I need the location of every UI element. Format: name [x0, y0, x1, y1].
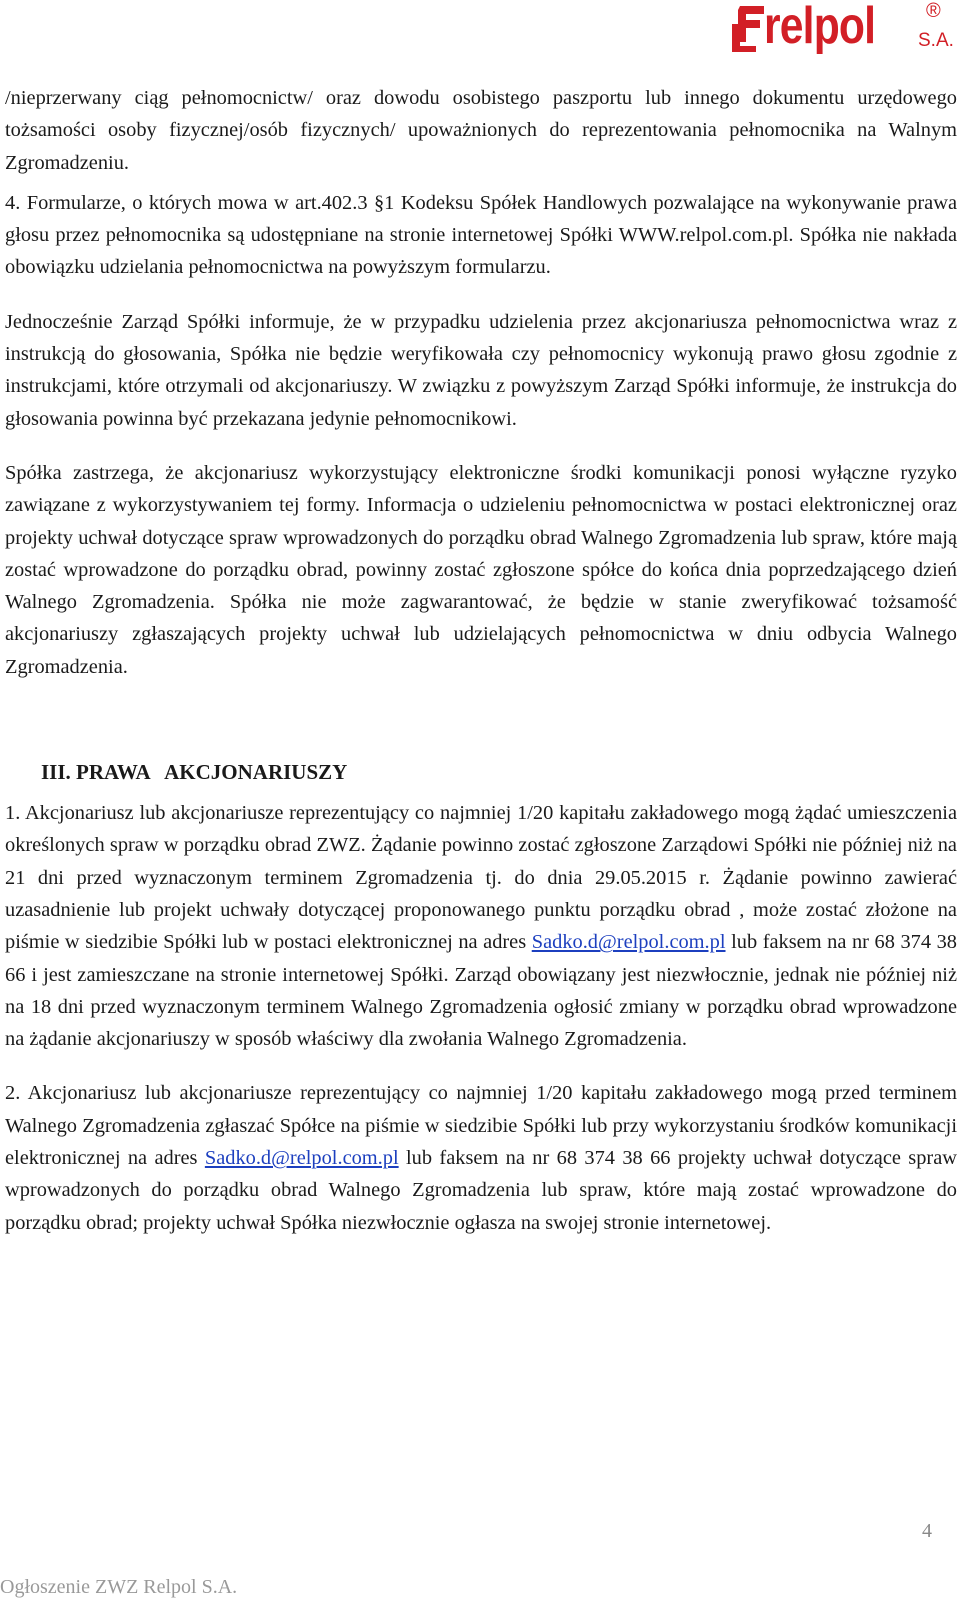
- page-footer: Ogłoszenie ZWZ Relpol S.A.: [0, 1576, 238, 1598]
- page-number: 4: [922, 1520, 932, 1542]
- item-2-text-after: lub faksem na nr 68 374 38 66 projekty uchwał dotyczące spraw wprowadzonych do porządku obrad Walnego Zgromadzenia lub spraw, które mają zostać wprowadzone do porządku obrad; projekty uchwał Spółka niezwłocznie ogłasza na swojej stronie internetowej.: [5, 1147, 957, 1234]
- paragraph-electronic-risk: Spółka zastrzega, że akcjonariusz wykorzystujący elektroniczne środki komunikacji ponosi wyłączne ryzyko zawiązane z wykorzystywaniem tej formy. Informacja o udzieleniu pełnomocnictwa w postaci elektronicznej oraz projekty uchwał dotyczące spraw wprowadzonych do porządku obrad Walnego Zgromadzenia lub spraw, które mają zostać wprowadzone do porządku obrad, powinny zostać zgłoszone spółce do końca dnia poprzedzającego dzień Walnego Zgromadzenia. Spółka nie może zagwarantować, że będzie w stanie zweryfikować tożsamość akcjonariuszy zgłaszających projekty uchwał lub udzielających pełnomocnictwa w dniu odbycia Walnego Zgromadzenia.: [5, 461, 957, 678]
- email-link[interactable]: Sadko.d@relpol.com.pl: [531, 931, 726, 954]
- email-link[interactable]: Sadko.d@relpol.com.pl: [204, 1147, 399, 1170]
- section-heading: III. PRAWA AKCJONARIUSZY: [41, 760, 348, 785]
- logo-registered-mark: ®: [926, 0, 941, 22]
- company-logo: [730, 0, 956, 60]
- logo-brand-text: relpol: [764, 0, 876, 55]
- paragraph-item-2: [5, 1077, 957, 1238]
- document-body: [5, 82, 957, 1239]
- logo-suffix: S.A.: [918, 30, 954, 51]
- item-2-text-before: 2. Akcjonariusz lub akcjonariusze reprezentujący co najmniej 1/20 kapitału zakładowego mogą przed terminem Walnego Zgromadzenia zgłaszać Spółce na piśmie w siedzibie Spółki lub przy wykorzystaniu środków komunikacji elektronicznej na adres: [5, 1082, 957, 1170]
- paragraph-forms: 4. Formularze, o których mowa w art.402.3 §1 Kodeksu Spółek Handlowych pozwalające na wykonywanie prawa głosu przez pełnomocnika są udostępniane na stronie internetowej Spółki WWW.relpol.com.pl. Spółka nie nakłada obowiązku udzielania pełnomocnictwa na powyższym formularzu.: [5, 191, 957, 279]
- item-1-text-before: 1. Akcjonariusz lub akcjonariusze reprezentujący co najmniej 1/20 kapitału zakładowego mogą żądać umieszczenia określonych spraw w porządku obrad ZWZ. Żądanie powinno zostać zgłoszone Zarządowi Spółki nie później niż na 21 dni przed wyznaczonym terminem Zgromadzenia tj. do dnia 29.05.2015 r. Żądanie powinno zawierać uzasadnienie lub projekt uchwały dotyczącej proponowanego punktu porządku obrad , może zostać złożone na piśmie w siedzibie Spółki lub w postaci elektronicznej na adres: [5, 802, 957, 954]
- paragraph-power-of-attorney-chain: /nieprzerwany ciąg pełnomocnictw/ oraz dowodu osobistego paszportu lub innego dokumentu urzędowego tożsamości osoby fizycznej/osób fizycznych/ upoważnionych do reprezentowania pełnomocnika na Walnym Zgromadzeniu.: [5, 87, 957, 174]
- paragraph-item-1: [5, 797, 957, 1055]
- item-1-text-after: lub faksem na nr 68 374 38 66 i jest zamieszczane na stronie internetowej Spółki. Zarząd obowiązany jest niezwłocznie, jednak nie później niż na 18 dni przed wyznaczonym terminem Walnego Zgromadzenia ogłosić zmiany w porządku obrad wprowadzone na żądanie akcjonariuszy w sposób właściwy dla zwołania Walnego Zgromadzenia.: [5, 931, 957, 1051]
- paragraph-voting-instructions: Jednocześnie Zarząd Spółki informuje, że w przypadku udzielenia przez akcjonariusza pełnomocnictwa wraz z instrukcją do głosowania, Spółka nie będzie weryfikowała czy pełnomocnicy wykonują prawo głosu zgodnie z instrukcjami, które otrzymali od akcjonariuszy. W związku z powyższym Zarząd Spółki informuje, że instrukcja do głosowania powinna być przekazana jedynie pełnomocnikowi.: [5, 310, 957, 430]
